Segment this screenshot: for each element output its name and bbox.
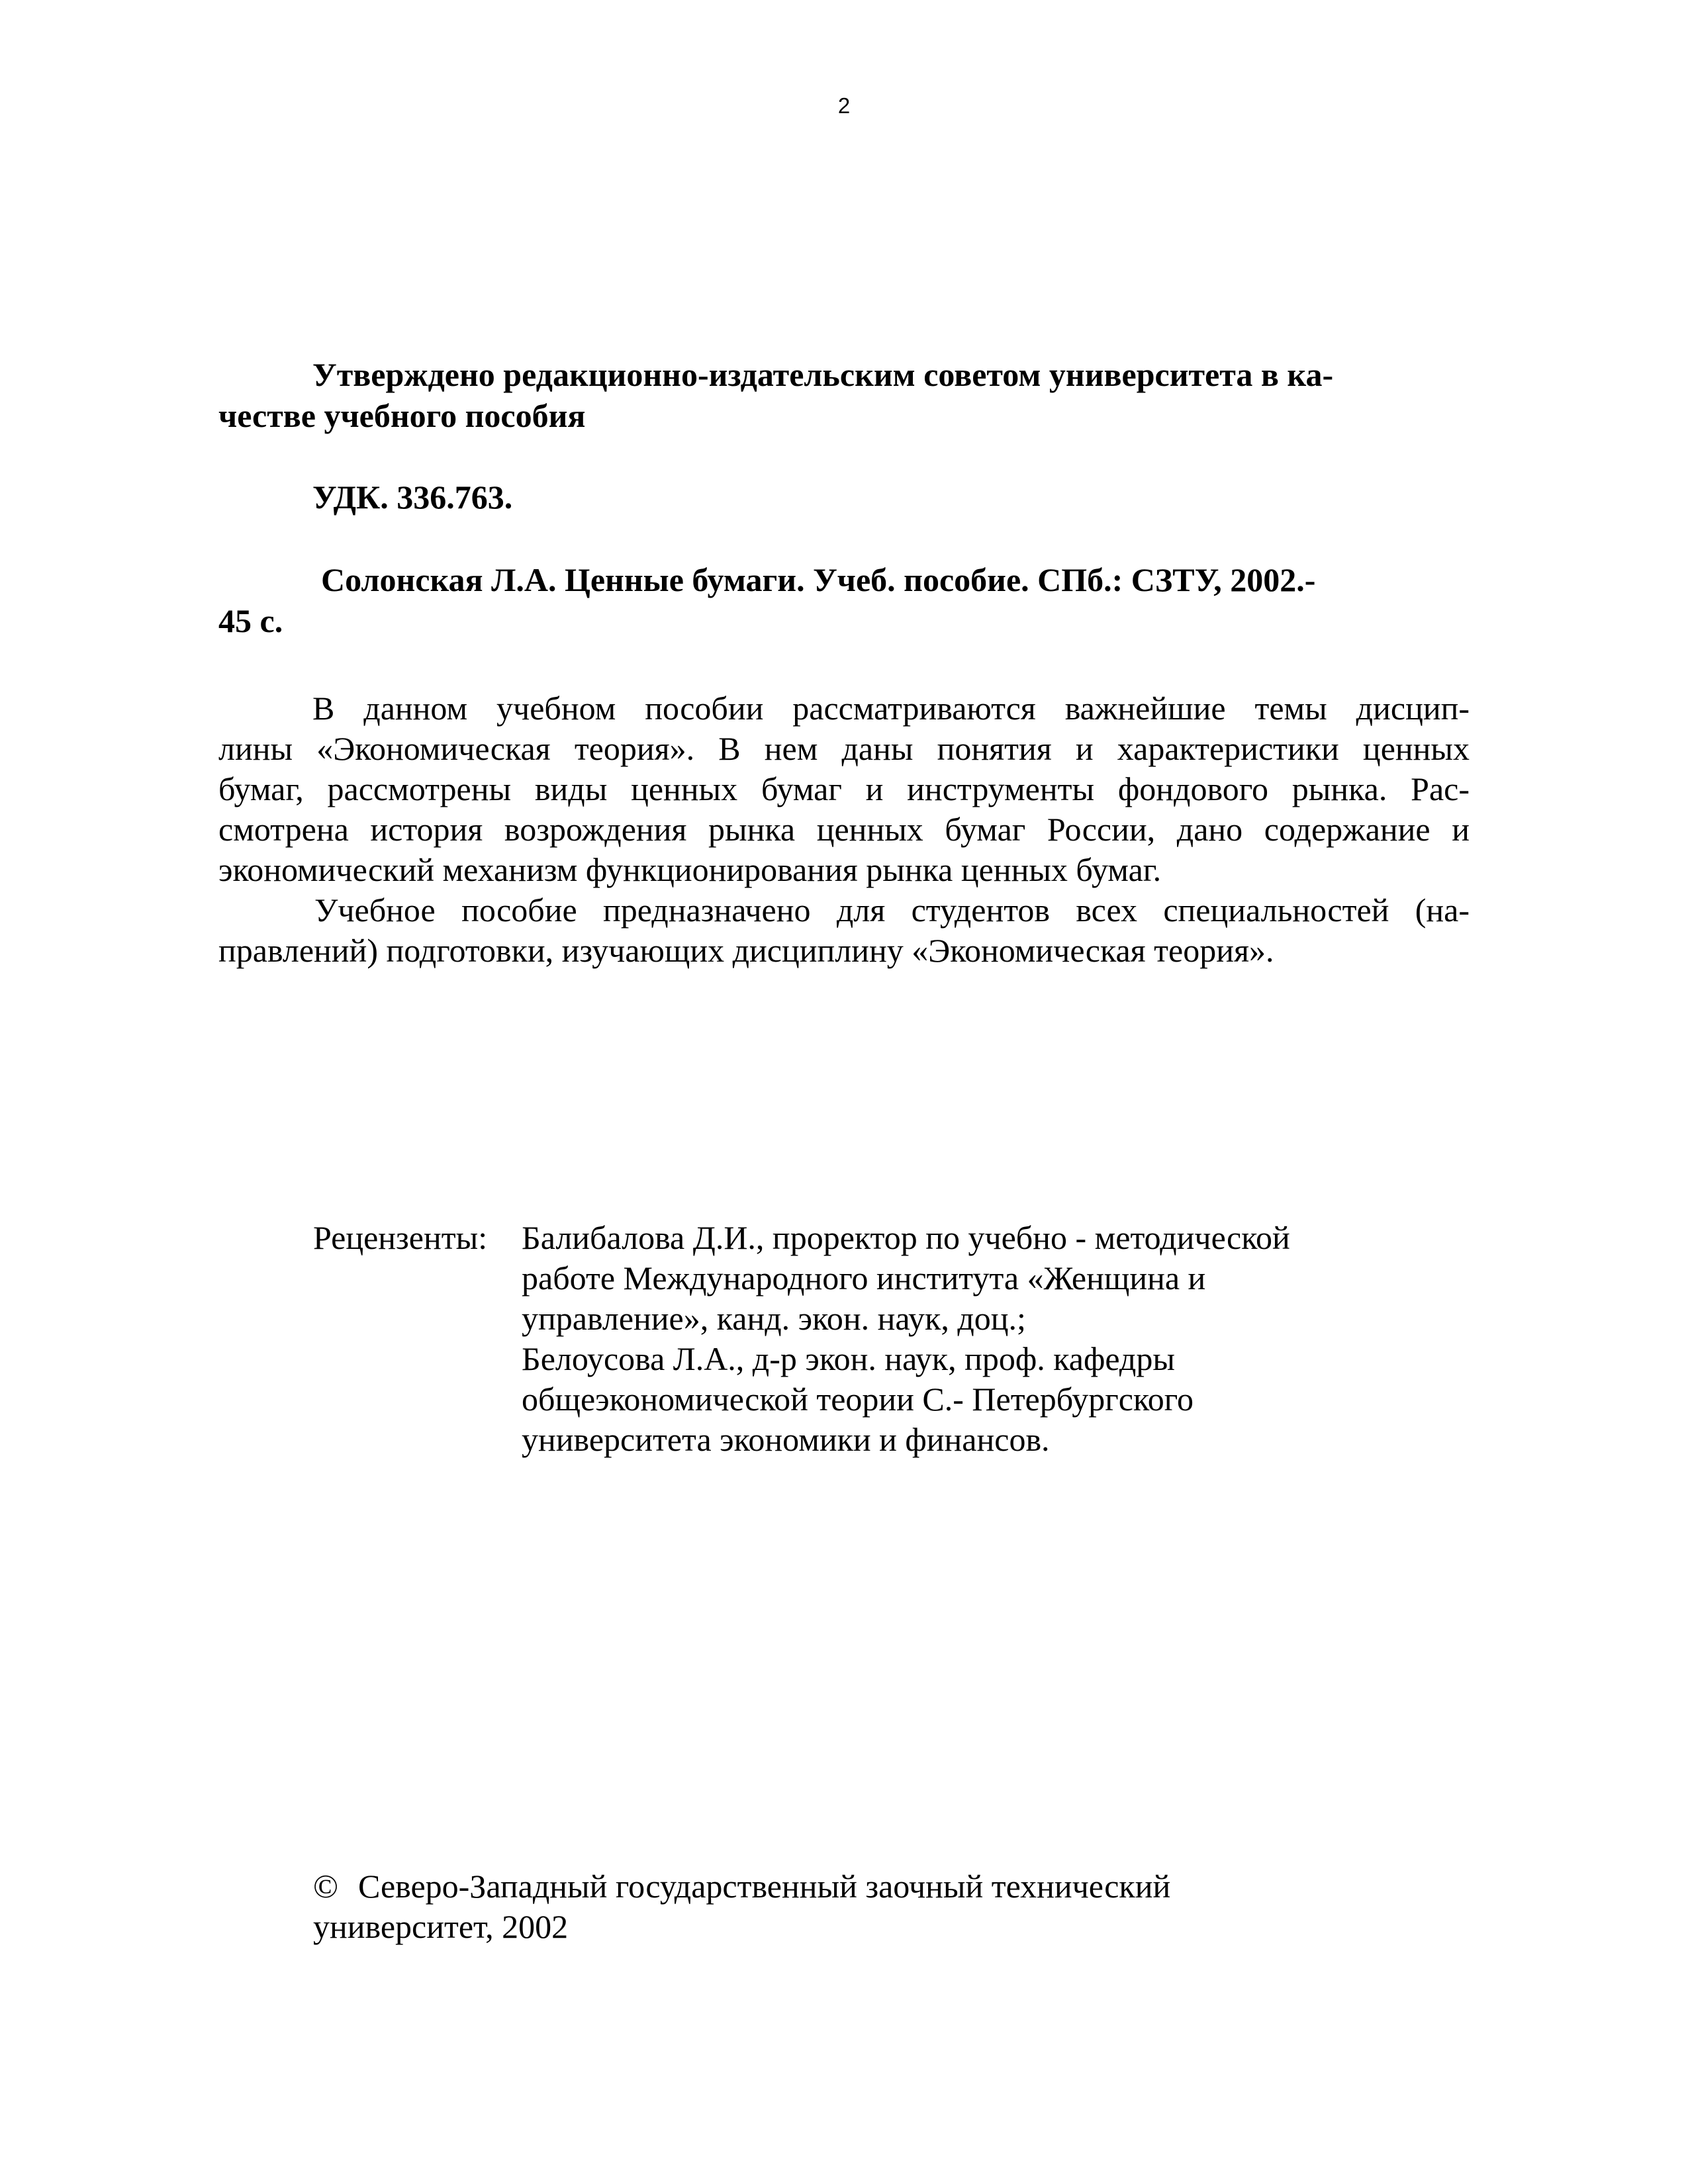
citation-line-1: Солонская Л.А. Ценные бумаги. Учеб. пособие. СПб.: СЗТУ, 2002.- <box>321 561 1316 598</box>
abstract-line: правлений) подготовки, изучающих дисциплину «Экономическая теория». <box>218 932 1274 969</box>
reviewer-line: работе Международного института «Женщина и <box>522 1259 1206 1297</box>
reviewers-list <box>522 1218 1290 1460</box>
abstract-line: В данном учебном пособии рассматриваются важнейшие темы дисцип- <box>312 690 1470 727</box>
copyright-line-2: университет, 2002 <box>313 1908 569 1945</box>
approval-line-1: Утверждено редакционно-издательским советом университета в ка- <box>312 356 1334 393</box>
approval-line-2: честве учебного пособия <box>218 397 586 434</box>
copyright-symbol: © <box>313 1868 338 1905</box>
reviewer-line: университета экономики и финансов. <box>522 1421 1050 1458</box>
udk-code: УДК. 336.763. <box>312 478 513 516</box>
reviewer-line: общеэкономической теории С.- Петербургского <box>522 1381 1194 1418</box>
abstract-line: смотрена история возрождения рынка ценных бумаг России, дано содержание и <box>218 811 1470 848</box>
copyright-notice <box>313 1866 1170 1947</box>
citation-line-2: 45 с. <box>218 602 283 639</box>
abstract <box>218 688 1470 971</box>
abstract-line: экономический механизм функционирования рынка ценных бумаг. <box>218 851 1162 888</box>
reviewer-line: Белоусова Л.А., д-р экон. наук, проф. кафедры <box>522 1340 1175 1377</box>
approval-statement <box>218 354 1470 436</box>
bibliographic-citation <box>218 559 1470 641</box>
abstract-line: Учебное пособие предназначено для студентов всех специальностей (на- <box>314 891 1470 929</box>
reviewer-line: Балибалова Д.И., проректор по учебно - методической <box>522 1219 1290 1256</box>
abstract-line: лины «Экономическая теория». В нем даны понятия и характеристики ценных <box>218 730 1470 767</box>
page-number: 2 <box>837 93 851 118</box>
copyright-holder: Северо-Западный государственный заочный технический <box>358 1868 1171 1905</box>
reviewers-label: Рецензенты: <box>313 1219 488 1256</box>
reviewer-line: управление», канд. экон. наук, доц.; <box>522 1300 1026 1337</box>
abstract-line: бумаг, рассмотрены виды ценных бумаг и инструменты фондового рынка. Рас- <box>218 770 1470 807</box>
